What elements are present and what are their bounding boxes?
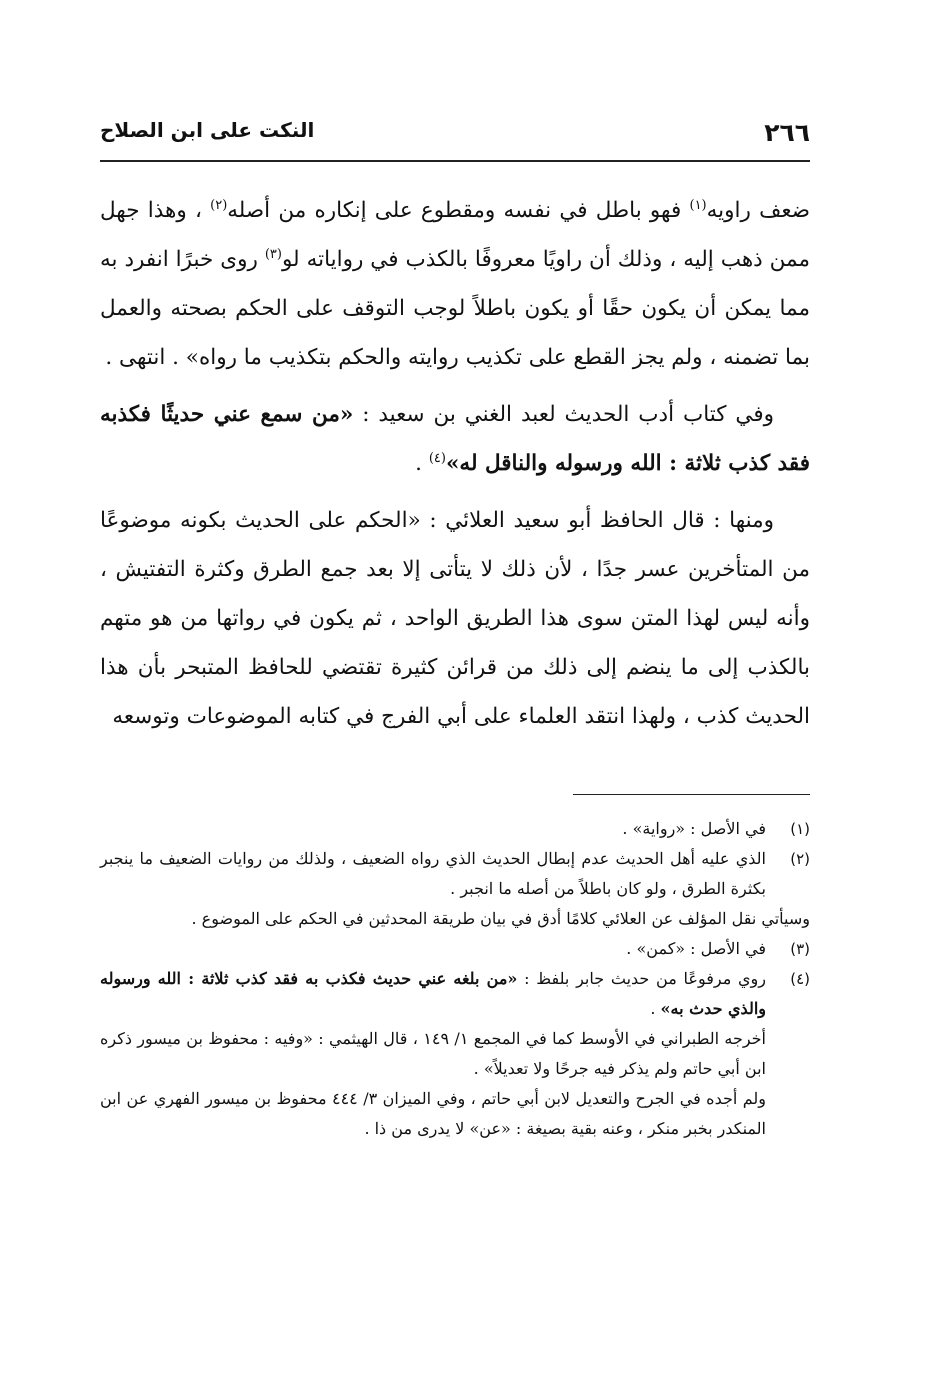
footnote-number: (٤) — [790, 970, 810, 988]
footnote-text: ولم أجده في الجرح والتعديل لابن أبي حاتم ، وفي الميزان ٣/ ٤٤٤ محفوظ بن ميسور الفهري عن ابن المنكدر بخبر منكر ، وعنه بقية بصيغة : «عن» لا يدرى من ذا . — [100, 1089, 766, 1138]
footnote-ref-1[interactable]: (١) — [689, 197, 707, 213]
hadith-quote: «من سمع عني حديثًا فكذبه فقد كذب ثلاثة : الله ورسوله والناقل له» — [100, 402, 810, 476]
page-header — [100, 116, 810, 156]
footnote-ref-4[interactable]: (٤) — [428, 450, 446, 466]
footnote-3 — [100, 934, 810, 964]
footnote-number: (٣) — [790, 940, 810, 958]
footnote-1 — [100, 814, 810, 844]
paragraph-2: وفي كتاب أدب الحديث لعبد الغني بن سعيد : «من سمع عني حديثًا فكذبه فقد كذب ثلاثة : الله ورسوله والناقل له»$^{(٤)}$ . — [100, 402, 810, 476]
paragraph-3: ومنها : قال الحافظ أبو سعيد العلائي : «الحكم على الحديث بكونه موضوعًا من المتأخرين عسر جدًا ، لأن ذلك لا يتأتى إلا بعد جمع الطرق وكثرة التفتيش ، وأنه ليس لهذا المتن سوى هذا الطريق الواحد ، ثم يكون في رواتها من هو متهم بالكذب إلى ما ينضم إلى ذلك من قرائن كثيرة تقتضي للحافظ المتبحر بأن هذا الحديث كذب ، ولهذا انتقد العلماء على أبي الفرج في كتابه الموضوعات وتوسعه — [100, 508, 810, 729]
footnote-text: أخرجه الطبراني في الأوسط كما في المجمع ١/ ١٤٩ ، قال الهيثمي : «وفيه : محفوظ بن ميسور ذكره ابن أبي حاتم ولم يذكر فيه جرحًا ولا تعديلاً» . — [100, 1029, 767, 1078]
footnote-text: في الأصل : «كمن» . — [626, 939, 766, 958]
running-title: النكت على ابن الصلاح — [100, 118, 315, 142]
footnote-number: (١) — [790, 820, 810, 838]
page-number: ٢٦٦ — [764, 118, 810, 147]
footnote-text: روي مرفوعًا من حديث جابر بلفظ : «من بلغه عني حديث فكذب به فقد كذب ثلاثة : الله ورسوله والذي حدث به» . — [100, 969, 767, 1018]
footnote-hadith: «من بلغه عني حديث فكذب به فقد كذب ثلاثة : الله ورسوله والذي حدث به» — [100, 969, 766, 1018]
paragraph-1: ضعف راويه$^{(١)}$ فهو باطل في نفسه ومقطوع على إنكاره من أصله$^{(٢)}$ ، وهذا جهل ممن ذهب إليه ، وذلك أن راويًا معروفًا بالكذب في رواياته لو$^{(٣)}$ روى خبرًا انفرد به مما يمكن أن يكون حقًا أو يكون باطلاً لوجب التوقف على الحكم بصحته والعمل بما تضمنه ، ولم يجز القطع على تكذيب روايته والحكم بتكذيب ما رواه» . انتهى . — [100, 197, 811, 370]
main-text — [100, 186, 810, 741]
footnote-4 — [100, 964, 810, 1144]
footnote-text: الذي عليه أهل الحديث عدم إبطال الحديث الذي رواه الضعيف ، ولذلك من روايات الضعيف ما ينجبر بكثرة الطرق ، ولو كان باطلاً من أصله ما انجبر . — [100, 849, 766, 898]
footnote-number: (٢) — [790, 850, 810, 868]
footnote-ref-3[interactable]: (٣) — [264, 246, 282, 262]
footnote-ref-2[interactable]: (٢) — [210, 197, 228, 213]
footnotes — [100, 814, 810, 1144]
footnote-2 — [100, 844, 810, 904]
footnote-text: في الأصل : «رواية» . — [622, 819, 766, 838]
header-rule — [100, 160, 810, 162]
footnote-separator — [573, 794, 810, 795]
footnote-2-continuation: وسيأتي نقل المؤلف عن العلائي كلامًا أدق في بيان طريقة المحدثين في الحكم على الموضوع . — [191, 909, 810, 928]
